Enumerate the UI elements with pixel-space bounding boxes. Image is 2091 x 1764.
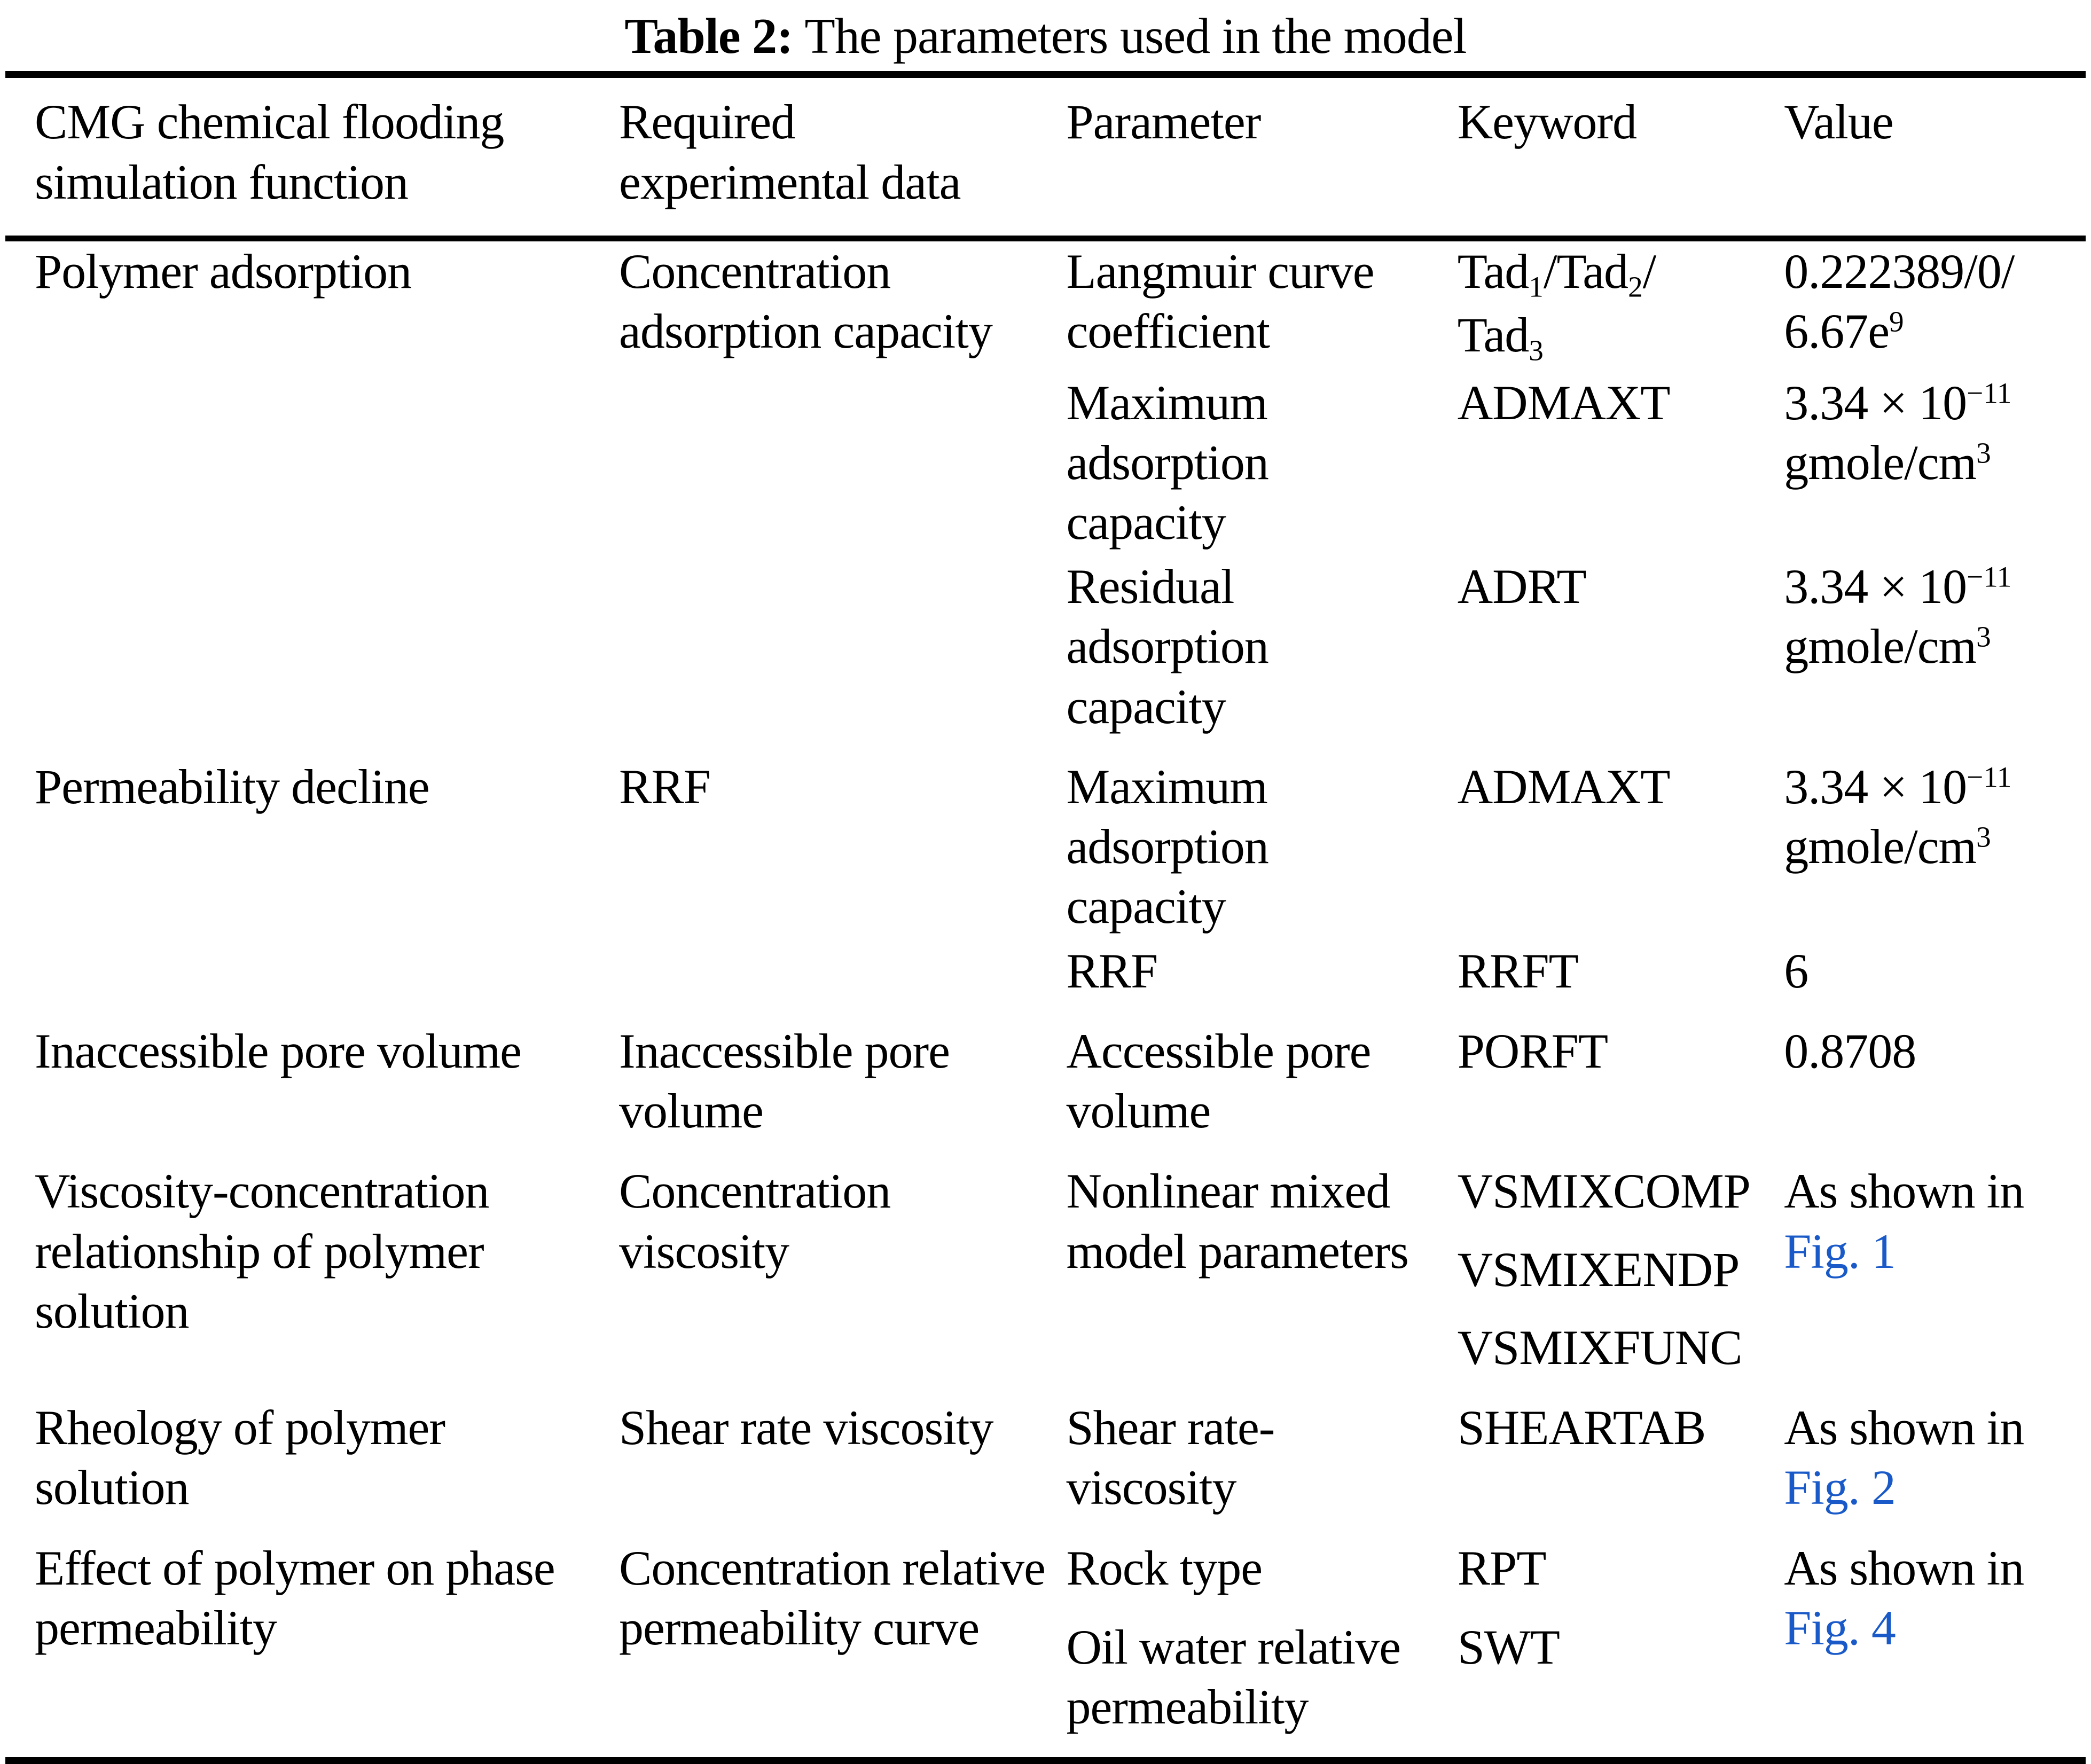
cell-keyword: ADMAXT: [1457, 375, 1670, 430]
fig-reference-link[interactable]: Fig. 4: [1784, 1600, 1896, 1655]
table-caption-text: The parameters used in the model: [804, 9, 1467, 64]
cell-keyword: SWT: [1457, 1619, 1560, 1674]
header-row: [5, 75, 2086, 238]
cell-parameter: Residual adsorption capacity: [1066, 559, 1268, 734]
cell-parameter: Nonlinear mixed model parameters: [1066, 1164, 1408, 1279]
cell-parameter: Shear rate- viscosity: [1066, 1400, 1275, 1515]
table-header: [5, 75, 2086, 238]
cell-function: Polymer adsorption: [35, 244, 412, 299]
header-function: CMG chemical flooding simulation function: [5, 75, 619, 238]
header-parameter: Parameter: [1066, 75, 1457, 238]
table-row: [5, 1021, 2086, 1161]
cell-value: $3.34 \times 10^{-11}$ gmole/$cm^3$: [1784, 759, 2012, 874]
table-row: [5, 1538, 2086, 1602]
keyword-vsmixfunc: VSMIXFUNC: [1457, 1320, 1742, 1375]
cell-keyword: RPT: [1457, 1540, 1546, 1595]
table-row: [5, 757, 2086, 941]
cell-parameter: Langmuir curve coefficient: [1066, 244, 1374, 358]
cell-keyword: RRFT: [1457, 943, 1578, 998]
cell-function: Rheology of polymer solution: [35, 1400, 445, 1515]
cell-keyword: PORFT: [1457, 1023, 1608, 1078]
cell-keyword: ADMAXT: [1457, 759, 1670, 814]
cell-parameter: Maximum adsorption capacity: [1066, 375, 1268, 550]
keyword-vsmixcomp: VSMIXCOMP: [1457, 1164, 1750, 1219]
cell-keyword: SHEARTAB: [1457, 1400, 1706, 1455]
cell-value: As shown in Fig. 4: [1784, 1540, 2024, 1655]
fig-reference-link[interactable]: Fig. 2: [1784, 1460, 1896, 1515]
cell-required-data: Concentration viscosity: [619, 1164, 891, 1279]
table-caption: [0, 9, 2091, 65]
cell-required-data: Concentration adsorption capacity: [619, 244, 992, 358]
cell-parameter: Accessible pore volume: [1066, 1023, 1371, 1139]
cell-keyword: Tad$_1$/Tad$_2$/ Tad$_3$: [1457, 244, 1656, 367]
cell-function: Inaccessible pore volume: [35, 1023, 521, 1078]
cell-value: $3.34 \times 10^{-11}$ gmole/$cm^3$: [1784, 559, 2012, 674]
fig-reference-link[interactable]: Fig. 1: [1784, 1224, 1896, 1279]
header-required-data: Required experimental data: [619, 75, 1066, 238]
cell-required-data: RRF: [619, 759, 710, 814]
table-caption-label: Table 2:: [624, 9, 793, 64]
cell-function: Viscosity-concentration relationship of polymer solution: [35, 1164, 489, 1338]
table-row: [5, 238, 2086, 372]
cell-required-data: Inaccessible pore volume: [619, 1023, 950, 1139]
cell-function: Effect of polymer on phase permeability: [35, 1540, 555, 1655]
cell-parameter: Oil water relative permeability: [1066, 1619, 1401, 1734]
cell-value: 0.8708: [1784, 1023, 1916, 1078]
table-row: [5, 1161, 2086, 1398]
cell-keyword: [1458, 1161, 1784, 1398]
cell-value: $3.34 \times 10^{-11}$ gmole/$cm^3$: [1784, 375, 2012, 490]
cell-required-data: Concentration relative permeability curve: [619, 1540, 1046, 1655]
table-row: [5, 1398, 2086, 1538]
keyword-vsmixendp: VSMIXENDP: [1457, 1242, 1740, 1297]
cell-required-data: Shear rate viscosity: [619, 1400, 993, 1455]
parameters-table: [5, 71, 2086, 1764]
cell-parameter: Maximum adsorption capacity: [1066, 759, 1268, 934]
cell-value: As shown in Fig. 2: [1784, 1400, 2024, 1515]
cell-parameter: RRF: [1066, 943, 1158, 998]
cell-parameter: Rock type: [1066, 1540, 1263, 1595]
table-body: [5, 238, 2086, 1760]
cell-keyword: ADRT: [1457, 559, 1586, 614]
cell-value: As shown in Fig. 1: [1784, 1164, 2024, 1279]
header-keyword: Keyword: [1458, 75, 1784, 238]
header-value: Value: [1784, 75, 2086, 238]
cell-function: Permeability decline: [35, 759, 429, 814]
cell-value: 0.222389/0/ $6.67e^9$: [1784, 244, 2015, 358]
cell-value: 6: [1784, 943, 1808, 998]
